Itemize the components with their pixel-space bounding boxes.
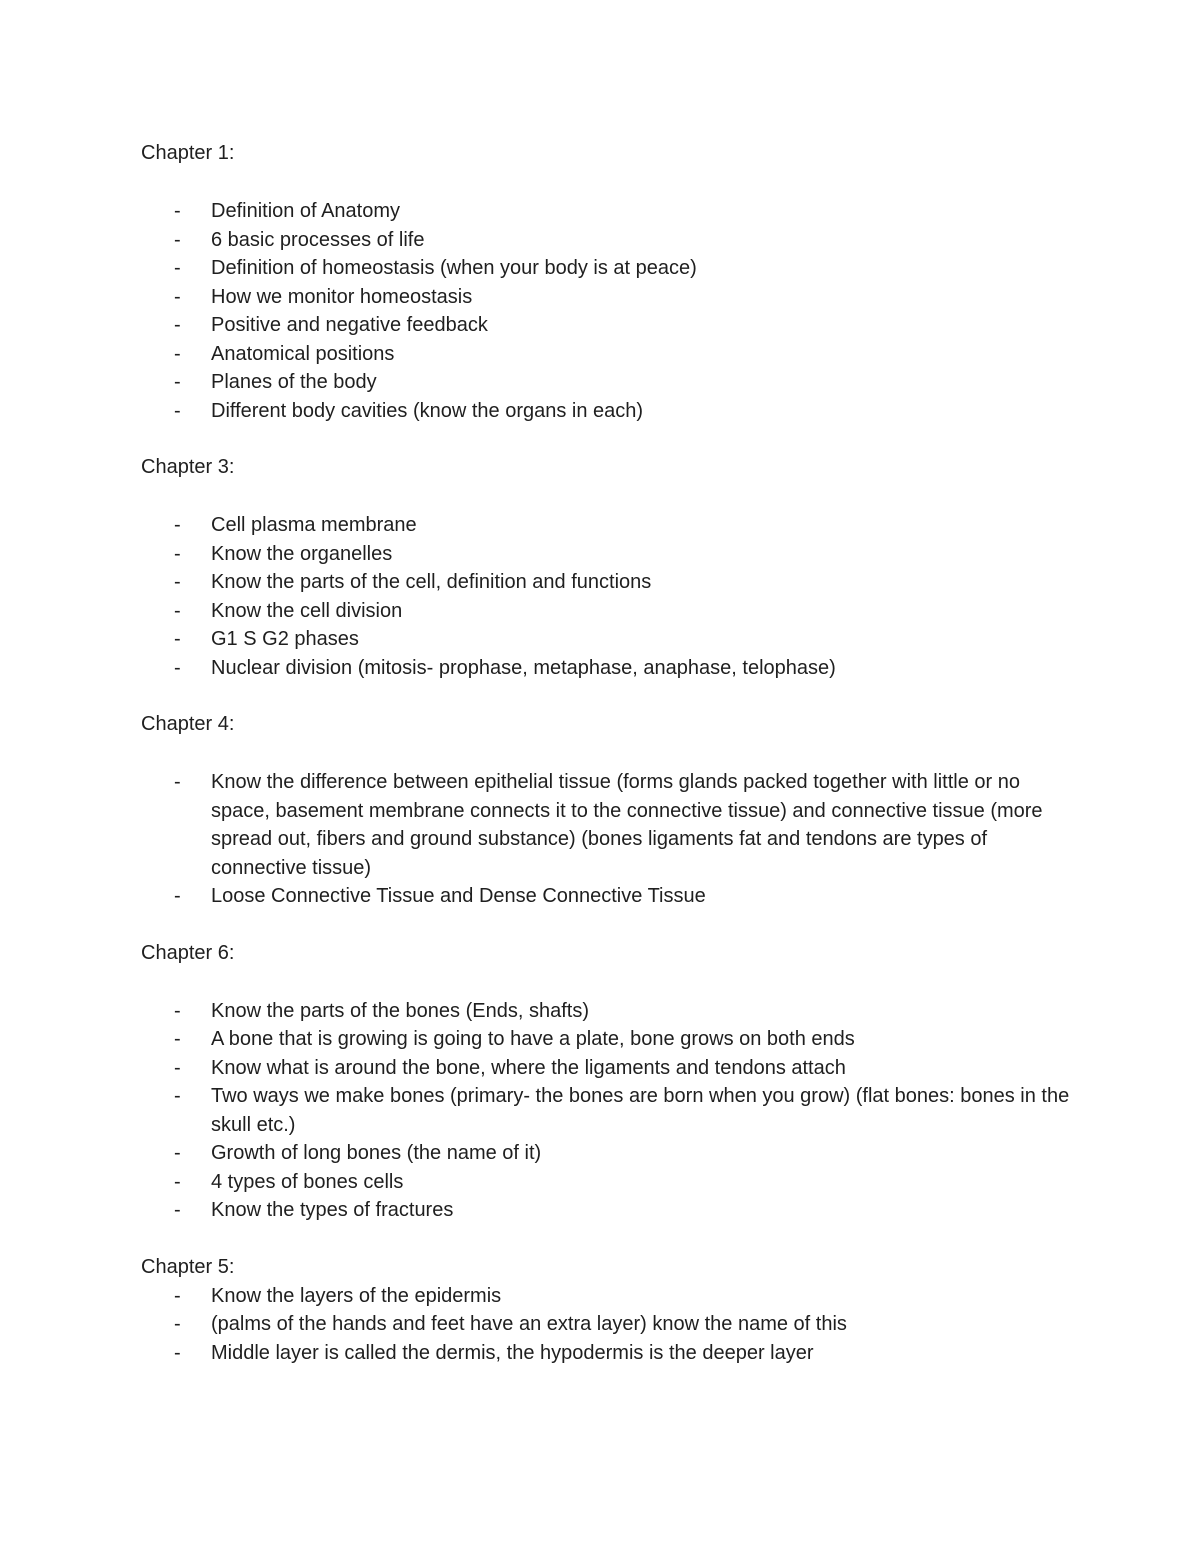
chapter-section	[141, 939, 1071, 1253]
list-item-text: Planes of the body	[211, 371, 377, 393]
bullet-dash: -	[174, 1284, 181, 1307]
bullet-dash: -	[174, 542, 181, 565]
bullet-dash: -	[174, 771, 181, 793]
list-item-text: Know what is around the bone, where the ligaments and tendons attach	[211, 1056, 846, 1079]
chapter-heading: Chapter 4:	[141, 713, 235, 735]
list-item-text: Know the cell division	[211, 599, 403, 622]
list-item-text: How we monitor homeostasis	[211, 285, 473, 308]
chapter-heading: Chapter 3:	[141, 456, 235, 478]
list-item	[141, 283, 1071, 312]
list-item-text: G1 S G2 phases	[211, 628, 359, 650]
list-item-text: Middle layer is called the dermis, the hypodermis is the deeper layer	[211, 1341, 814, 1364]
list-item-text: Definition of homeostasis (when your body is at peace)	[211, 257, 697, 279]
list-item-text: Growth of long bones (the name of it)	[211, 1142, 542, 1164]
list-item	[141, 254, 1071, 283]
list-item	[141, 568, 1071, 597]
chapter-heading: Chapter 5:	[141, 1255, 235, 1278]
bullet-dash: -	[174, 228, 181, 251]
list-item	[141, 1054, 1071, 1083]
bullet-dash: -	[174, 1199, 181, 1221]
list-item	[141, 1196, 1071, 1225]
chapter-item-list	[141, 511, 1071, 682]
bullet-dash: -	[174, 885, 181, 907]
list-item-text: 6 basic processes of life	[211, 228, 425, 251]
chapter-section	[141, 710, 1071, 939]
list-item	[141, 882, 1071, 911]
list-item	[141, 1168, 1071, 1197]
list-item-text: Know the layers of the epidermis	[211, 1284, 502, 1307]
bullet-dash: -	[174, 1313, 181, 1335]
list-item	[141, 1139, 1071, 1168]
chapter-heading: Chapter 6:	[141, 941, 235, 964]
bullet-dash: -	[174, 514, 181, 536]
chapter-section	[141, 1253, 1071, 1368]
list-item-text: Know the types of fractures	[211, 1199, 454, 1221]
list-item	[141, 197, 1071, 226]
list-item-text: Know the difference between epithelial tissue (forms glands packed together with little or no space, basement membrane connects it to the connective tissue) and connective tissue (more spread out, fibers and ground substance) (bones ligaments fat and tendons are types of connective tissue)	[211, 771, 1043, 879]
chapter-section	[141, 453, 1071, 710]
list-item	[141, 340, 1071, 369]
list-item-text: Anatomical positions	[211, 342, 395, 365]
bullet-dash: -	[174, 1341, 181, 1364]
list-item	[141, 540, 1071, 569]
bullet-dash: -	[174, 200, 181, 222]
list-item	[141, 1082, 1071, 1139]
bullet-dash: -	[174, 1028, 181, 1050]
bullet-dash: -	[174, 314, 181, 336]
bullet-dash: -	[174, 1142, 181, 1164]
bullet-dash: -	[174, 285, 181, 308]
list-item	[141, 1282, 1071, 1311]
list-item-text: Know the parts of the cell, definition and functions	[211, 571, 652, 593]
list-item-text: Positive and negative feedback	[211, 314, 488, 336]
bullet-dash: -	[174, 599, 181, 622]
list-item	[141, 625, 1071, 654]
list-item	[141, 311, 1071, 340]
list-item-text: Know the parts of the bones (Ends, shafts)	[211, 999, 589, 1022]
bullet-dash: -	[174, 371, 181, 393]
chapter-item-list	[141, 1282, 1071, 1368]
list-item-text: Nuclear division (mitosis- prophase, metaphase, anaphase, telophase)	[211, 656, 836, 679]
list-item-text: Definition of Anatomy	[211, 200, 400, 222]
bullet-dash: -	[174, 342, 181, 365]
list-item-text: Different body cavities (know the organs in each)	[211, 399, 644, 422]
chapter-item-list	[141, 997, 1071, 1225]
list-item-text: A bone that is growing is going to have a plate, bone grows on both ends	[211, 1028, 855, 1050]
list-item-text: Cell plasma membrane	[211, 514, 417, 536]
list-item	[141, 511, 1071, 540]
bullet-dash: -	[174, 257, 181, 279]
list-item	[141, 1339, 1071, 1368]
chapter-item-list	[141, 197, 1071, 425]
list-item	[141, 226, 1071, 255]
list-item	[141, 597, 1071, 626]
bullet-dash: -	[174, 628, 181, 650]
list-item	[141, 1025, 1071, 1054]
bullet-dash: -	[174, 999, 181, 1022]
list-item	[141, 368, 1071, 397]
bullet-dash: -	[174, 399, 181, 422]
list-item-text: Loose Connective Tissue and Dense Connective Tissue	[211, 885, 706, 907]
list-item-text: 4 types of bones cells	[211, 1170, 404, 1193]
list-item	[141, 654, 1071, 683]
list-item	[141, 397, 1071, 426]
list-item	[141, 997, 1071, 1026]
bullet-dash: -	[174, 1170, 181, 1193]
chapter-item-list	[141, 768, 1071, 911]
chapter-section	[141, 139, 1071, 453]
list-item-text: (palms of the hands and feet have an extra layer) know the name of this	[211, 1313, 847, 1335]
list-item-text: Two ways we make bones (primary- the bones are born when you grow) (flat bones: bones in the skull etc.)	[211, 1085, 1070, 1136]
bullet-dash: -	[174, 656, 181, 679]
bullet-dash: -	[174, 1085, 181, 1107]
bullet-dash: -	[174, 1056, 181, 1079]
list-item	[141, 1310, 1071, 1339]
list-item-text: Know the organelles	[211, 542, 393, 565]
list-item	[141, 768, 1071, 882]
bullet-dash: -	[174, 571, 181, 593]
chapter-heading: Chapter 1:	[141, 142, 235, 164]
document-page	[141, 139, 1071, 1367]
